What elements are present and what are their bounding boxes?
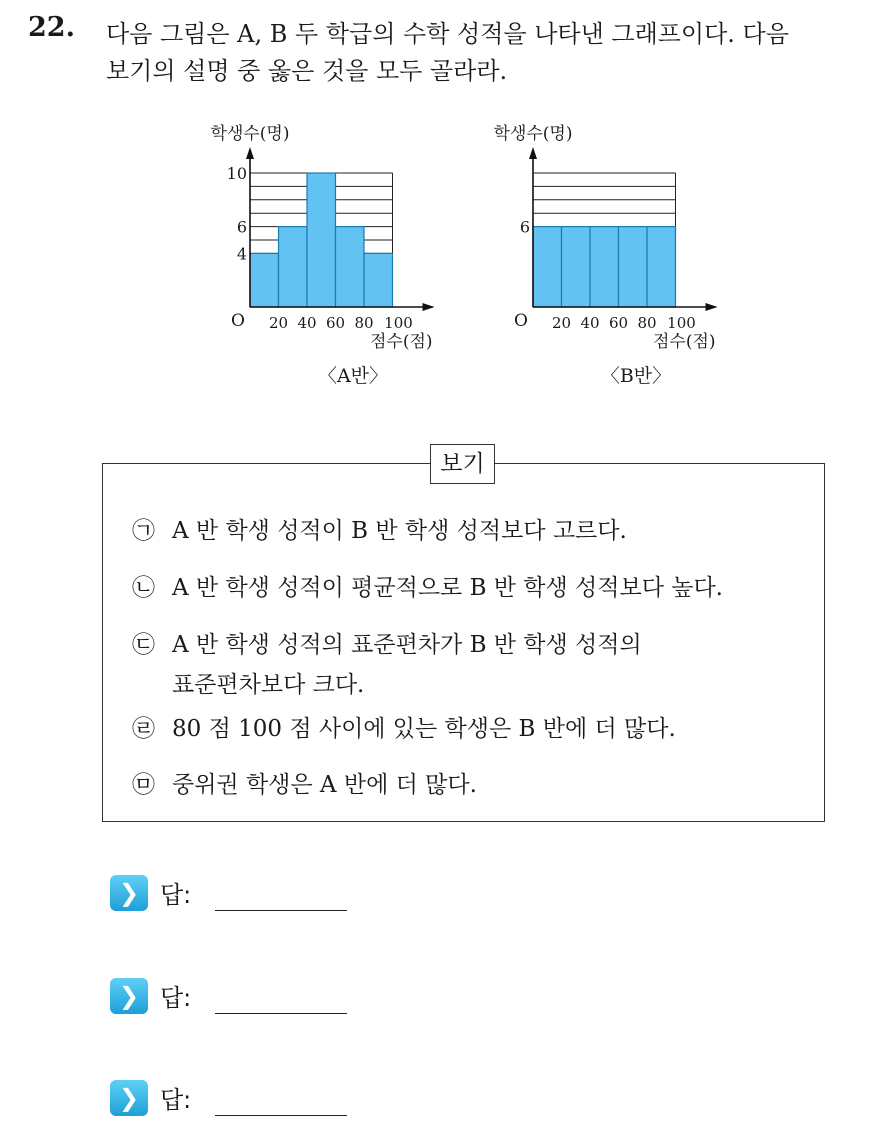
question-text-line1: 다음 그림은 A, B 두 학급의 수학 성적을 나타낸 그래프이다. 다음 <box>106 20 789 48</box>
chart-title: 〈B반〉 <box>600 365 672 387</box>
y-axis-label: 학생수(명) <box>493 124 573 144</box>
answer-label: 답: <box>160 1086 192 1114</box>
arrow-right-icon: ❯ <box>110 1080 148 1116</box>
origin-label: O <box>231 311 245 331</box>
bogi-item-text: A 반 학생 성적이 B 반 학생 성적보다 고르다. <box>172 518 627 544</box>
histogram-svg <box>0 0 884 410</box>
x-tick-label: 100 <box>667 314 696 332</box>
y-axis-arrow-icon <box>529 147 537 159</box>
bogi-item-text: A 반 학생 성적이 평균적으로 B 반 학생 성적보다 높다. <box>172 575 723 601</box>
histogram-bar-a-3 <box>307 173 336 307</box>
answer-label: 답: <box>160 984 192 1012</box>
bogi-title: 보기 <box>430 444 495 484</box>
answer-blank[interactable] <box>215 1115 347 1116</box>
x-tick-label: 60 <box>325 314 346 332</box>
x-tick-label: 40 <box>580 314 600 332</box>
x-axis-label: 점수(점) <box>369 332 433 352</box>
x-tick-label: 40 <box>297 314 317 332</box>
y-axis-label: 학생수(명) <box>210 124 290 144</box>
bogi-item-text: 중위권 학생은 A 반에 더 많다. <box>172 772 477 798</box>
x-tick-label: 80 <box>354 314 374 332</box>
y-tick-label: 6 <box>519 217 530 237</box>
y-tick-label: 6 <box>236 217 247 237</box>
y-tick-label: 4 <box>236 244 247 264</box>
histogram-bar-b-2 <box>562 227 591 307</box>
x-axis-arrow-icon <box>706 303 718 311</box>
x-tick-label: 60 <box>608 314 629 332</box>
bogi-item-3 <box>132 626 642 659</box>
histogram-bar-b-4 <box>619 227 648 307</box>
histogram-charts <box>0 0 884 410</box>
bogi-marker: ㉡ <box>132 575 155 601</box>
x-tick-label: 80 <box>637 314 657 332</box>
answer-blank[interactable] <box>215 1013 347 1014</box>
x-tick-label: 20 <box>551 314 572 332</box>
histogram-bar-a-5 <box>364 253 393 307</box>
bogi-marker: ㉤ <box>132 772 155 798</box>
answer-blank[interactable] <box>215 910 347 911</box>
bogi-item-5 <box>132 766 477 799</box>
y-axis-arrow-icon <box>246 147 254 159</box>
chart-title: 〈A반〉 <box>317 365 389 387</box>
bogi-item-2 <box>132 569 723 602</box>
histogram-bar-b-5 <box>647 227 676 307</box>
bogi-item-3-continued: 표준편차보다 크다. <box>172 672 365 698</box>
bogi-marker: ㉠ <box>132 518 155 544</box>
arrow-right-icon: ❯ <box>110 875 148 911</box>
histogram-bar-a-4 <box>336 227 365 307</box>
bogi-marker: ㉣ <box>132 716 155 742</box>
y-tick-label: 10 <box>226 164 247 183</box>
histogram-bar-a-1 <box>250 253 279 307</box>
question-number: 22. <box>28 12 75 43</box>
x-tick-label: 100 <box>384 314 413 332</box>
x-axis-label: 점수(점) <box>652 332 716 352</box>
origin-label: O <box>514 311 528 331</box>
histogram-bar-b-1 <box>533 227 562 307</box>
bogi-item-text: A 반 학생 성적의 표준편차가 B 반 학생 성적의 <box>172 632 642 658</box>
x-tick-label: 20 <box>268 314 289 332</box>
question-text-line2: 보기의 설명 중 옳은 것을 모두 골라라. <box>106 57 508 85</box>
arrow-right-icon: ❯ <box>110 978 148 1014</box>
answer-label: 답: <box>160 881 192 909</box>
x-axis-arrow-icon <box>423 303 435 311</box>
bogi-item-text: 80 점 100 점 사이에 있는 학생은 B 반에 더 많다. <box>172 716 676 742</box>
histogram-bar-a-2 <box>279 227 308 307</box>
histogram-bar-b-3 <box>590 227 619 307</box>
bogi-item-1 <box>132 512 627 545</box>
bogi-item-4 <box>132 710 676 743</box>
bogi-marker: ㉢ <box>132 632 155 658</box>
